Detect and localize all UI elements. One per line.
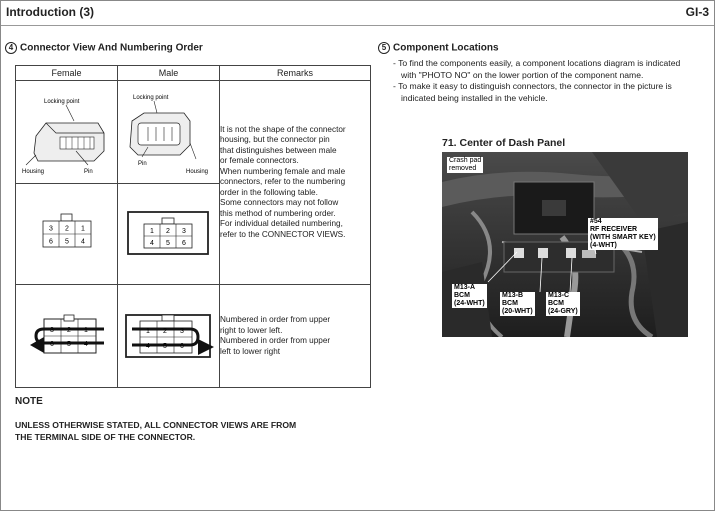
pin-number: 3	[49, 225, 53, 233]
list-item: - To make it easy to distinguish connectors, the connector in the picture is indicated being installed in the vehicle.	[393, 81, 672, 103]
section-number-badge: 5	[378, 42, 390, 54]
note-heading: NOTE	[15, 396, 43, 407]
component-section-heading: Component Locations	[393, 42, 499, 54]
male-order-diagram	[118, 285, 220, 388]
pin-number: 3	[50, 327, 54, 334]
pin-number: 1	[150, 228, 154, 235]
male-order-grid	[118, 285, 219, 385]
pin-number: 1	[84, 327, 88, 334]
page-header	[1, 1, 714, 26]
component-photo	[442, 152, 688, 337]
remark-line: that distinguishes between male	[220, 145, 337, 155]
pin-number: 4	[150, 240, 154, 247]
bcm-m13b-label: M13-B BCM (20-WHT)	[502, 292, 533, 315]
remark-2-text	[220, 315, 370, 357]
component-section-title	[378, 42, 499, 54]
pin-number: 6	[182, 240, 186, 247]
connector-section-heading: Connector View And Numbering Order	[20, 42, 203, 54]
male-housing-drawing	[118, 81, 220, 184]
remark-cell-1	[220, 81, 371, 285]
pin-number: 4	[81, 238, 85, 246]
pin-number: 3	[182, 228, 186, 235]
pin-number: 1	[146, 328, 150, 335]
pin-number: 6	[50, 341, 54, 348]
female-order-diagram	[16, 285, 118, 388]
male-pin-grid	[118, 184, 219, 282]
pin-number: 2	[163, 328, 167, 335]
col-remarks-header: Remarks	[220, 66, 371, 81]
female-pin-diagram	[16, 184, 118, 285]
pin-number: 4	[84, 341, 88, 348]
pin-number: 5	[65, 238, 69, 246]
pin-number: 1	[81, 225, 85, 233]
remark-line: refer to the CONNECTOR VIEWS.	[220, 229, 346, 239]
remark-line: Numbered in order from upper	[220, 315, 331, 324]
pin-number: 3	[180, 328, 184, 335]
crash-pad-label: Crash pad removed	[449, 157, 482, 172]
remark-line: connectors, refer to the numbering	[220, 177, 346, 187]
component-instructions	[393, 58, 693, 104]
remark-line: order in the following table.	[220, 187, 318, 197]
female-connector-icon	[16, 81, 117, 181]
pin-number: 6	[180, 343, 184, 350]
male-pin-diagram	[118, 184, 220, 285]
female-housing-drawing	[16, 81, 118, 184]
housing-label-female: Housing	[22, 169, 45, 175]
pin-number: 5	[163, 343, 167, 350]
remark-line: or female connectors.	[220, 156, 299, 166]
note-line: THE TERMINAL SIDE OF THE CONNECTOR.	[15, 432, 196, 442]
remark-line: left to lower right	[220, 346, 281, 356]
pin-number: 2	[67, 327, 71, 334]
note-line: UNLESS OTHERWISE STATED, ALL CONNECTOR VIEWS ARE FROM	[15, 420, 297, 430]
female-pin-grid	[16, 184, 117, 282]
remark-line: Numbered in order from upper	[220, 336, 331, 345]
pin-number: 2	[166, 228, 170, 235]
remark-line: housing, but the connector pin	[220, 135, 330, 145]
male-connector-icon	[118, 81, 219, 181]
remark-line: right to lower left.	[220, 325, 283, 335]
remark-line: It is not the shape of the connector	[220, 124, 346, 134]
remark-cell-2	[220, 285, 371, 388]
pin-number: 4	[146, 343, 150, 350]
list-item: - To find the components easily, a component locations diagram is indicated with "PHOTO NO" on the lower portion of the component name.	[393, 58, 681, 80]
bcm-m13a-label: M13-A BCM (24-WHT)	[454, 284, 485, 307]
table-row	[16, 81, 371, 184]
pin-number: 2	[65, 225, 69, 233]
remark-line: this method of numbering order.	[220, 208, 336, 218]
locking-point-label-male: Locking point	[133, 95, 169, 101]
remark-1-text	[220, 125, 370, 241]
col-male-header: Male	[118, 66, 220, 81]
remark-line: Some connectors may not follow	[220, 198, 339, 208]
table-row	[16, 285, 371, 388]
connector-section-title	[5, 42, 203, 54]
bcm-m13c-label: M13-C BCM (24-GRY)	[548, 292, 578, 315]
note-text	[15, 419, 375, 443]
pin-label-male: Pin	[138, 161, 147, 167]
page-code: GI-3	[685, 5, 709, 19]
pin-number: 5	[166, 240, 170, 247]
rf-receiver-label: #54 RF RECEIVER (WITH SMART KEY) (4-WHT)	[590, 218, 656, 249]
female-order-grid	[16, 285, 117, 385]
remark-line: When numbering female and male	[220, 166, 346, 176]
remark-line: For individual detailed numbering,	[220, 219, 343, 229]
locking-point-label: Locking point	[44, 99, 80, 105]
connector-table	[15, 65, 371, 388]
page-title: Introduction (3)	[6, 5, 94, 19]
housing-label-male: Housing	[186, 169, 209, 175]
pin-number: 5	[67, 341, 71, 348]
photo-title: 71. Center of Dash Panel	[442, 137, 566, 149]
col-female-header: Female	[16, 66, 118, 81]
pin-number: 6	[49, 238, 53, 246]
section-number-badge: 4	[5, 42, 17, 54]
pin-label-female: Pin	[84, 169, 93, 175]
table-header-row	[16, 66, 371, 81]
